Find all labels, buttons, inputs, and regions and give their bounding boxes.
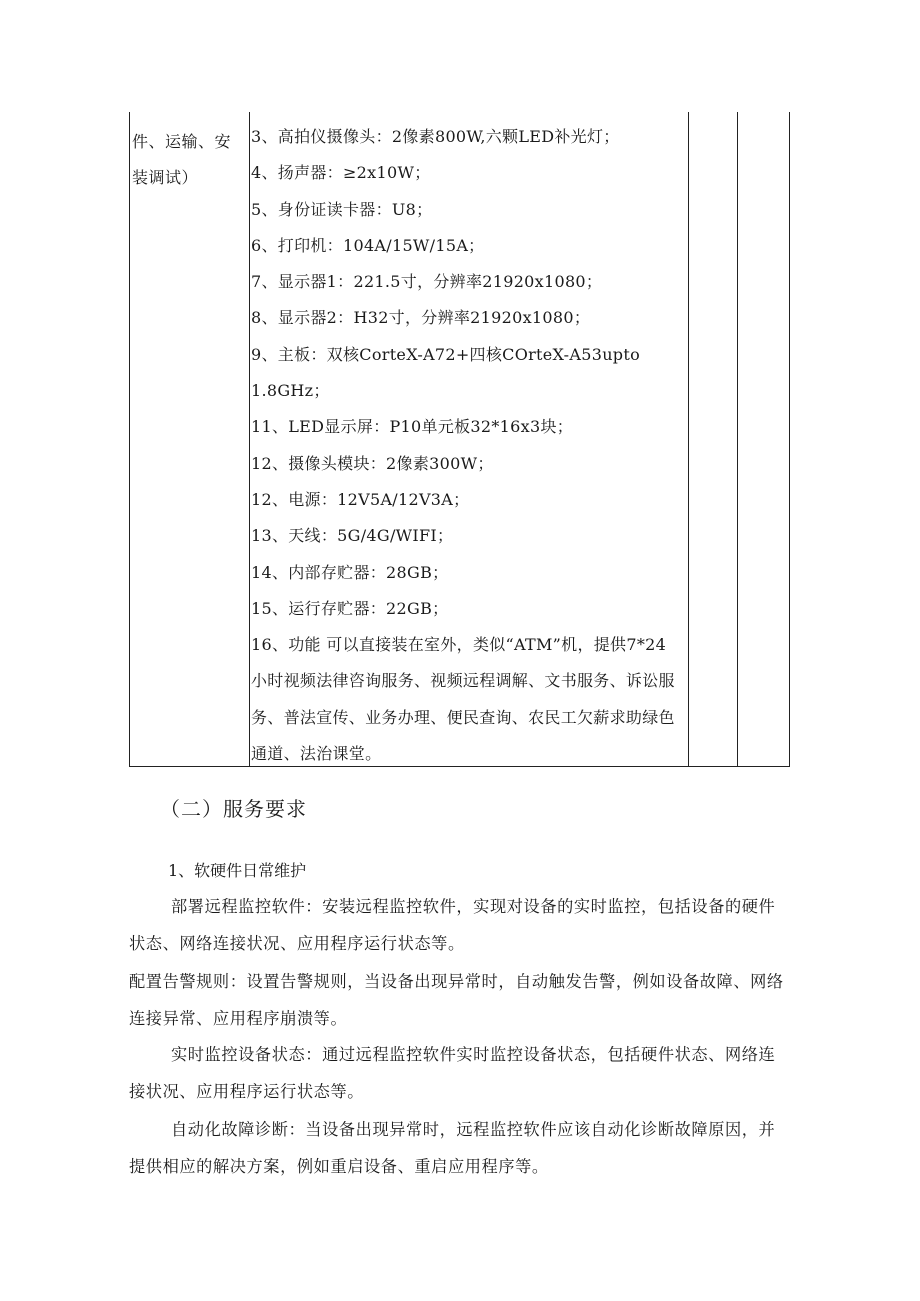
spec-line: 14、内部存贮器：28GB； [251,562,449,582]
spec-line: 7、显示器1：221.5寸，分辨率21920x1080； [251,272,603,292]
spec-line: 6、打印机：104A/15W/15A； [251,235,485,255]
spec-line: 务、普法宣传、业务办理、便民查询、农民工欠薪求助绿色 [251,707,675,727]
spec-line: 3、高拍仪摄像头：2像素800W,六颗LED补光灯； [251,127,620,146]
paragraph-line: 接状况、应用程序运行状态等。 [129,1082,365,1101]
paragraph-line: 配置告警规则：设置告警规则，当设备出现异常时，自动触发告警，例如设备故障、网络 [129,972,784,991]
sub-heading: 1、软硬件日常维护 [168,861,307,880]
paragraph-alert-rules [129,963,791,1037]
spec-line: 12、摄像头模块：2像素300W； [251,453,494,473]
left-cell-line: 件、运输、安 [132,132,232,151]
table-spec-cell [251,119,691,772]
paragraph-realtime-status [129,1036,791,1110]
spec-line: 9、主板：双核CorteX-A72+四核COrteX-A53upto [251,344,641,364]
spec-line: 12、电源：12V5A/12V3A； [251,489,470,509]
section-heading: （二）服务要求 [160,797,307,821]
spec-line: 13、天线：5G/4G/WIFI； [251,526,454,546]
spec-line: 15、运行存贮器：22GB； [251,598,449,618]
paragraph-line: 连接异常、应用程序崩溃等。 [129,1009,348,1028]
spec-line: 8、显示器2：H32寸，分辨率21920x1080； [251,308,591,328]
paragraph-line: 实时监控设备状态：通过远程监控软件实时监控设备状态，包括硬件状态、网络连 [171,1045,776,1064]
paragraph-line: 状态、网络连接状况、应用程序运行状态等。 [129,934,465,953]
paragraph-line: 提供相应的解决方案，例如重启设备、重启应用程序等。 [129,1157,549,1176]
spec-table [129,112,790,767]
table-divider-3 [737,112,738,766]
spec-line: 16、功能 可以直接装在室外，类似“ATM”机，提供7*24 [251,635,667,655]
spec-line: 4、扬声器：≥2x10W； [251,163,431,183]
spec-line: 1.8GHz； [251,381,330,401]
table-left-cell [130,124,248,196]
spec-line: 5、身份证读卡器：U8； [251,199,433,219]
spec-line: 通道、法治课堂。 [251,744,382,764]
paragraph-line: 部署远程监控软件：安装远程监控软件，实现对设备的实时监控，包括设备的硬件 [171,897,776,916]
paragraph-fault-diagnosis [129,1111,791,1185]
table-divider-1 [249,112,250,766]
paragraph-remote-monitoring [129,888,791,962]
paragraph-line: 自动化故障诊断：当设备出现异常时，远程监控软件应该自动化诊断故障原因，并 [171,1120,776,1139]
left-cell-line: 装调试） [132,168,199,187]
spec-line: 11、LED显示屏：P10单元板32*16x3块； [251,417,574,437]
spec-line: 小时视频法律咨询服务、视频远程调解、文书服务、诉讼服 [251,671,675,691]
